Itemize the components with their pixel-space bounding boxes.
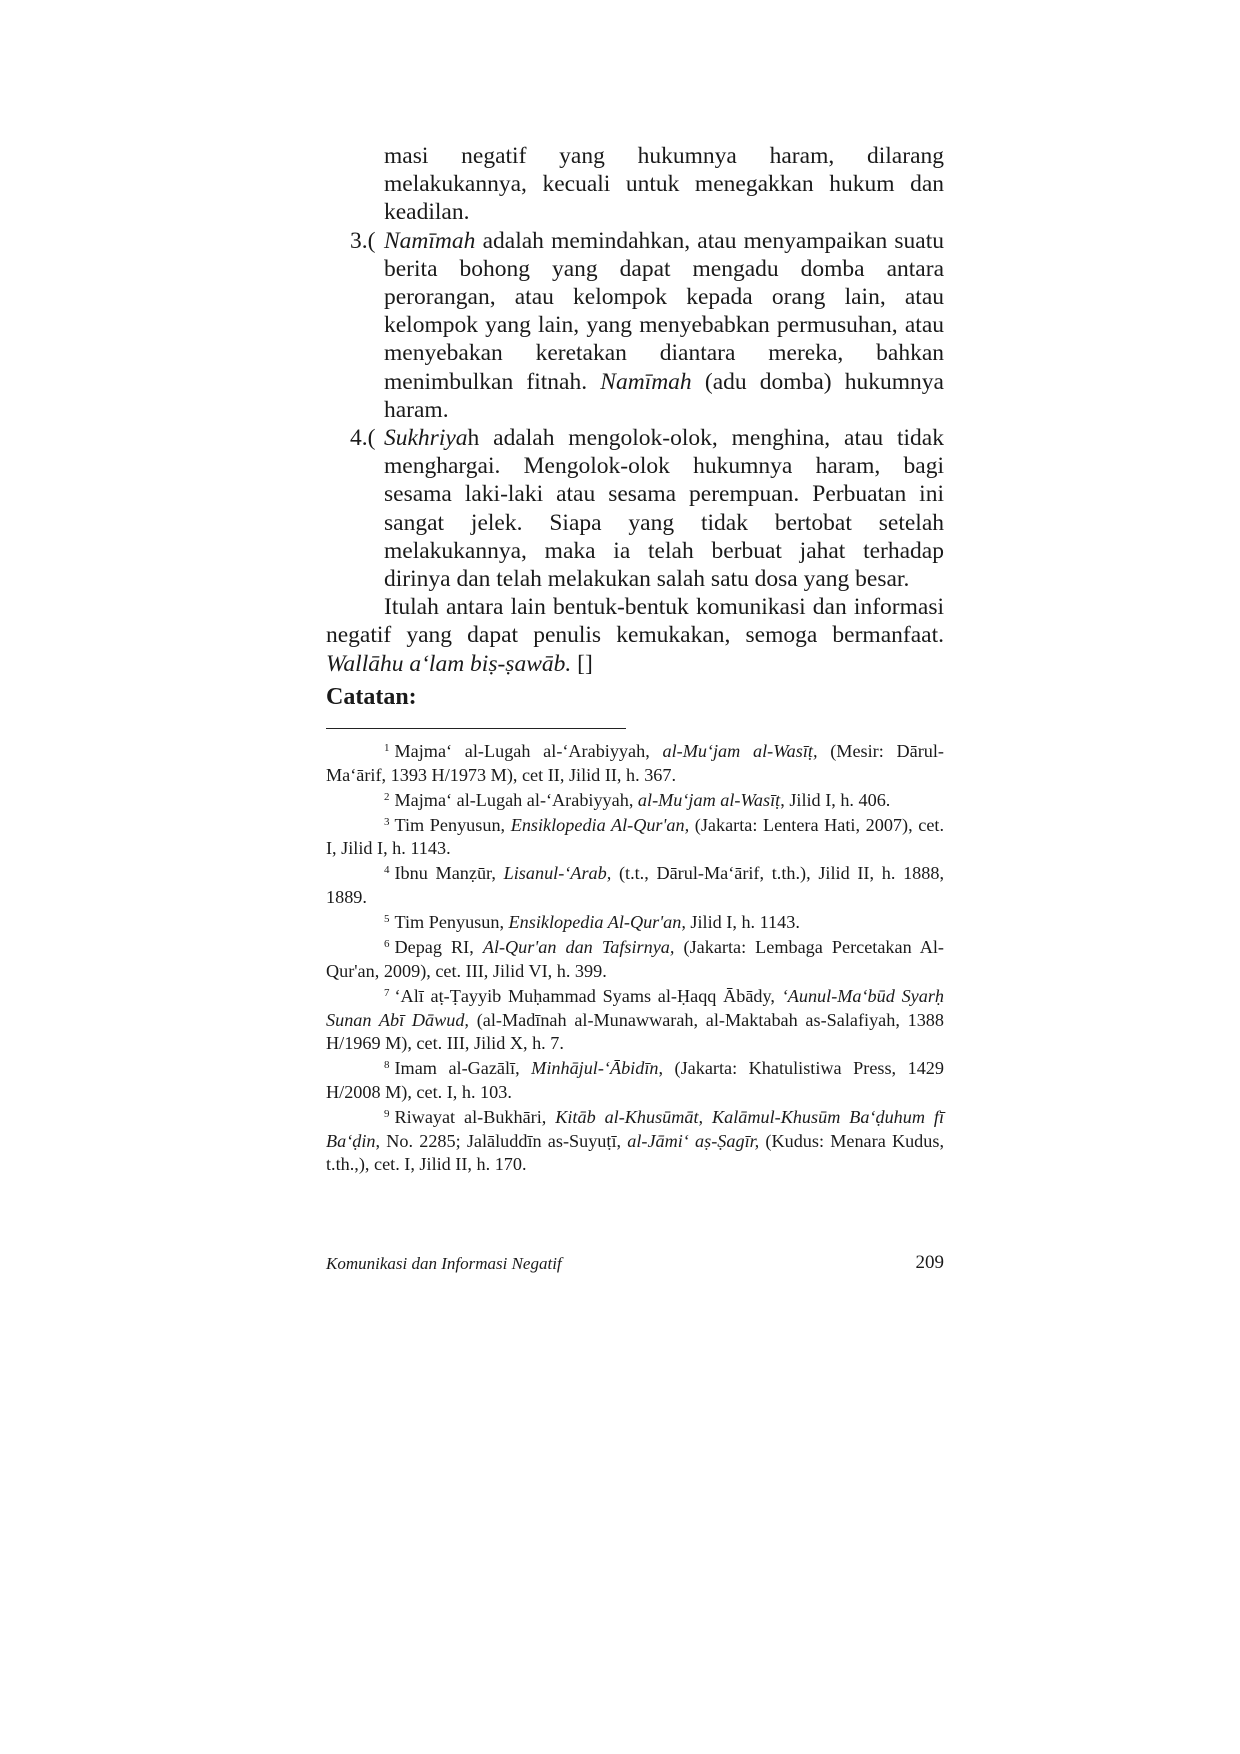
- footnote-text: , Jilid I, h. 406.: [780, 789, 891, 810]
- footnote-title: Ensiklopedia Al-Qur'an,: [508, 912, 686, 933]
- footnote-text: Depag RI,: [394, 937, 483, 958]
- footnote-number: 4: [384, 864, 390, 877]
- footnote-title: ‘Aunul-Ma‘būd Syarḥ Sunan Abī Dāwud,: [326, 985, 945, 1030]
- item-text: h adalah mengolok-olok, menghina, atau tidak menghargai. Mengolok-olok hukumnya haram, bagi sesama laki-laki atau sesama perempuan. Perbuatan ini sangat jelek. Siapa yang tidak bertobat setelah melakukannya, maka ia telah berbuat jahat terhadap dirinya dan telah melakukan salah satu dosa yang besar.: [384, 425, 944, 593]
- closing-text: Itulah antara lain bentuk-bentuk komunikasi dan informasi negatif yang dapat penulis kemukakan, semoga bermanfaat.: [326, 594, 944, 649]
- footnote: [326, 985, 944, 1056]
- term-sukhriyah: Sukhriya: [384, 425, 468, 452]
- continuation-paragraph: masi negatif yang hukumnya haram, dilarang melakukannya, kecuali untuk menegakkan hukum dan keadilan.: [384, 143, 944, 226]
- footnote-text: , (Jakarta: Khatulistiwa Press, 1429 H/2008 M), cet. I, h. 103.: [326, 1058, 944, 1102]
- list-item-3: [326, 227, 944, 424]
- closing-paragraph: [326, 593, 944, 678]
- footnote-title: Al-Qur'an dan Tafsirnya,: [482, 937, 675, 958]
- footnote: [326, 936, 944, 983]
- footnote-number: 2: [384, 790, 390, 803]
- footnotes: [326, 740, 944, 1178]
- page-number: 209: [915, 1252, 944, 1273]
- footnote-text: Majma‘ al-Lugah al-‘Arabiyyah,: [394, 789, 638, 810]
- footnote-title: Ensiklopedia Al-Qur'an,: [510, 814, 690, 835]
- footnote-text: Riwayat al-Bukhāri,: [394, 1106, 556, 1127]
- footnote-text: Tim Penyusun,: [394, 814, 511, 835]
- footnote-number: 5: [384, 913, 390, 926]
- footnote-text: (al-Madīnah al-Munawwarah, al-Maktabah as-Salafiyah, 1388 H/1969 M), cet. III, Jilid X, h. 7.: [326, 1009, 944, 1054]
- closing-end: []: [571, 650, 593, 677]
- footnote-text: Imam al-Gazālī,: [394, 1058, 532, 1079]
- item-number: 3.(: [350, 227, 376, 254]
- main-text: [326, 142, 944, 678]
- footnote-number: 1: [384, 742, 390, 754]
- footnote: [326, 789, 944, 813]
- footnote-text: , No. 2285; Jalāluddīn as-Suyuṭī,: [375, 1130, 628, 1151]
- notes-divider: [326, 728, 626, 729]
- footnote: [326, 1057, 944, 1104]
- footnote-text: (Jakarta: Lentera Hati, 2007), cet. I, Jilid I, h. 1143.: [326, 814, 945, 859]
- footnote-text: (Kudus: Menara Kudus, t.th.,), cet. I, Jilid II, h. 170.: [326, 1130, 944, 1175]
- term-namimah: Namīmah: [384, 227, 476, 254]
- footnote: [326, 862, 944, 909]
- closing-italic: Wallāhu a‘lam biṣ-ṣawāb.: [326, 650, 572, 677]
- footnote-title: Kitāb al-Khusūmāt, Kalāmul-Khusūm Ba‘ḍuhum fī Ba‘ḍin: [326, 1106, 945, 1151]
- footnote-text: Ibnu Manẓūr,: [394, 863, 504, 884]
- footnote: [326, 740, 944, 787]
- footnote: [326, 1106, 944, 1177]
- footnote-text: Majma‘ al-Lugah al-‘Arabiyyah,: [394, 741, 663, 761]
- footnote-title: Lisanul-‘Arab,: [503, 863, 612, 884]
- item-number: 4.(: [350, 425, 376, 452]
- footnote-text: (t.t., Dārul-Ma‘ārif, t.th.), Jilid II, h. 1888, 1889.: [326, 863, 945, 908]
- footnote-title: al-Jāmi‘ aṣ-Ṣagīr,: [627, 1130, 760, 1151]
- footnote-text: (Jakarta: Lembaga Percetakan Al-Qur'an, 2009), cet. III, Jilid VI, h. 399.: [326, 937, 944, 981]
- page-footer: [326, 1254, 944, 1274]
- footnote-title: al-Mu‘jam al-Wasīṭ,: [662, 741, 818, 761]
- footnote-text: Tim Penyusun,: [394, 912, 509, 933]
- footnote: [326, 814, 944, 861]
- footnote: [326, 911, 944, 935]
- term-namimah-2: Namīmah: [600, 368, 692, 395]
- list-item-4: [326, 424, 944, 593]
- footnote-number: 9: [384, 1107, 390, 1120]
- item-text-2: (adu domba) hukumnya haram.: [384, 368, 944, 423]
- notes-heading: Catatan:: [326, 684, 417, 710]
- footnote-title: al-Mu‘jam al-Wasīṭ: [637, 789, 781, 810]
- footnote-text: ‘Alī aṭ-Ṭayyib Muḥammad Syams al-Ḥaqq Ābādy,: [394, 985, 782, 1006]
- footnote-text: Jilid I, h. 1143.: [685, 912, 800, 933]
- footnote-text: (Mesir: Dārul-Ma‘ārif, 1393 H/1973 M), cet II, Jilid II, h. 367.: [326, 741, 944, 785]
- footnote-number: 8: [384, 1059, 390, 1072]
- item-text: adalah memindahkan, atau menyampaikan suatu berita bohong yang dapat mengadu domba antara perorangan, atau kelompok kepada orang lain, atau kelompok yang lain, yang menyebabkan permusuhan, atau menyebakan keretakan diantara mereka, bahkan menimbulkan fitnah.: [384, 227, 944, 395]
- footnote-number: 6: [384, 938, 390, 951]
- running-title: Komunikasi dan Informasi Negatif: [326, 1254, 562, 1273]
- footnote-number: 3: [384, 815, 390, 828]
- footnote-title: Minhājul-‘Ābidīn: [531, 1058, 659, 1079]
- footnote-number: 7: [384, 986, 390, 999]
